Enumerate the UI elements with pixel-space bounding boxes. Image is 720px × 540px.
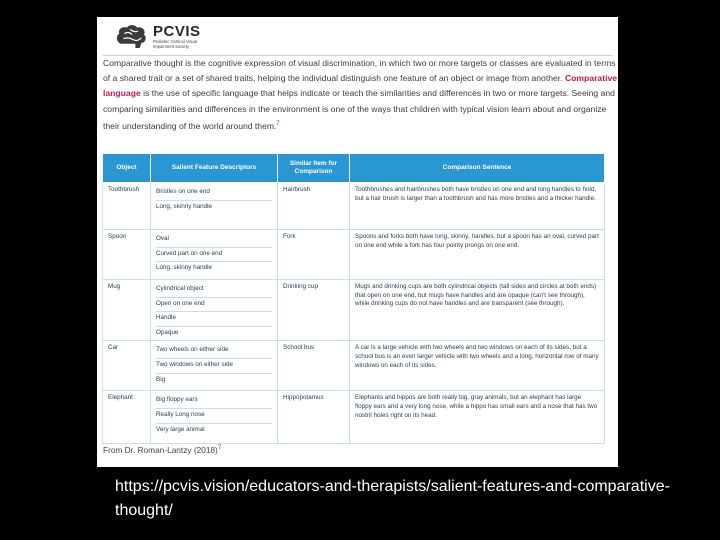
source-text: From Dr. Roman-Lantzy (2018) xyxy=(103,445,218,455)
table-row xyxy=(103,391,605,444)
feature-item: Very large animal xyxy=(156,425,205,433)
sentence-cell: Mugs and drinking cups are both cylindrical objects (tall sides and circles at both ends) that open on one end, but mugs have handles and are opaque (can't see through), while drinking cups do not have handles and are transparent (see through). xyxy=(350,280,605,341)
comparison-table xyxy=(102,153,605,444)
brain-icon xyxy=(115,23,149,51)
feature-item: Two windows on either side xyxy=(156,359,272,374)
feature-item: Big floppy ears xyxy=(156,394,272,409)
table-row xyxy=(103,280,605,341)
feature-item: Cylindrical object xyxy=(156,283,272,298)
similar-cell: Fork xyxy=(278,230,350,280)
source-footnote: 7 xyxy=(217,445,222,452)
feature-item: Bristles on one end xyxy=(156,186,272,201)
similar-cell: School bus xyxy=(278,341,350,391)
feature-item: Really Long nose xyxy=(156,409,272,424)
features-cell xyxy=(151,230,278,280)
features-cell xyxy=(151,280,278,341)
feature-item: Long, skinny handle xyxy=(156,202,213,210)
intro-footnote: 7 xyxy=(276,120,280,127)
brand-tagline: Pediatric Cortical Visual Impairment Society xyxy=(153,39,198,49)
object-cell: Car xyxy=(103,341,151,391)
source-citation xyxy=(103,445,221,455)
sentence-cell: Elephants and hippos are both really big, gray animals, but an elephant has large floppy ears and a very long nose, while a hippo has small ears and a nose that has two nostril holes right on its head. xyxy=(350,391,605,444)
feature-item: Long, skinny handle xyxy=(156,264,213,272)
features-cell xyxy=(151,341,278,391)
feature-item: Curved part on one end xyxy=(156,248,272,263)
header-object: Object xyxy=(103,154,151,183)
object-cell: Spoon xyxy=(103,230,151,280)
features-cell xyxy=(151,183,278,230)
intro-text-1: Comparative thought is the cognitive expression of visual discrimination, in which two or more targets or classes are evaluated in terms of a shared trait or a set of shared traits, helping the individual distinguish one feature of an object or image from another. xyxy=(103,58,616,84)
table-row xyxy=(103,341,605,391)
feature-item: Open on one end xyxy=(156,298,272,313)
comparative-language-term: Comparative language xyxy=(103,73,618,99)
header-similar: Similar Item for Comparison xyxy=(278,154,350,183)
features-cell xyxy=(151,391,278,444)
source-url-caption: https://pcvis.vision/educators-and-therapists/salient-features-and-comparative-thought/ xyxy=(115,478,670,519)
feature-item: Opaque xyxy=(156,328,179,336)
sentence-cell: Toothbrushes and hairbrushes both have bristles on one end and long handles to hold, but a hair brush is larger than a toothbrush and has more bristles and a thicker handle. xyxy=(350,183,605,230)
similar-cell: Hairbrush xyxy=(278,183,350,230)
slide-card xyxy=(97,17,618,467)
table-row xyxy=(103,230,605,280)
pcvis-logo xyxy=(115,21,211,53)
brand-name: PCVIS xyxy=(153,23,201,41)
feature-item: Two wheels on either side xyxy=(156,344,272,359)
object-cell: Elephant xyxy=(103,391,151,444)
header-features: Salient Feature Descriptors xyxy=(151,154,278,183)
table-row xyxy=(103,183,605,230)
feature-item: Handle xyxy=(156,312,272,327)
intro-text-2: is the use of specific language that helps indicate or teach the similarities and differences in two or more targets. Seeing and comparing similarities and differences in the environment is one of the ways that children with typical vision learn about and organize their understanding of the world around them. xyxy=(103,88,615,131)
sentence-cell: A car is a large vehicle with two wheels and two windows on each of its sides, but a school bus is an even larger vehicle with two wheels and a long, horizontal row of many windows on each of its sides. xyxy=(350,341,605,391)
intro-paragraph xyxy=(103,56,618,134)
header-sentence: Comparison Sentence xyxy=(350,154,605,183)
object-cell: Mug xyxy=(103,280,151,341)
object-cell: Toothbrush xyxy=(103,183,151,230)
sentence-cell: Spoons and forks both have long, skinny, handles, but a spoon has an oval, curved part on one end while a fork has four pointy prongs on one end. xyxy=(350,230,605,280)
table-header-row xyxy=(103,154,605,183)
feature-item: Oval xyxy=(156,233,272,248)
similar-cell: Drinking cup xyxy=(278,280,350,341)
similar-cell: Hippopotamus xyxy=(278,391,350,444)
feature-item: Big xyxy=(156,375,166,383)
